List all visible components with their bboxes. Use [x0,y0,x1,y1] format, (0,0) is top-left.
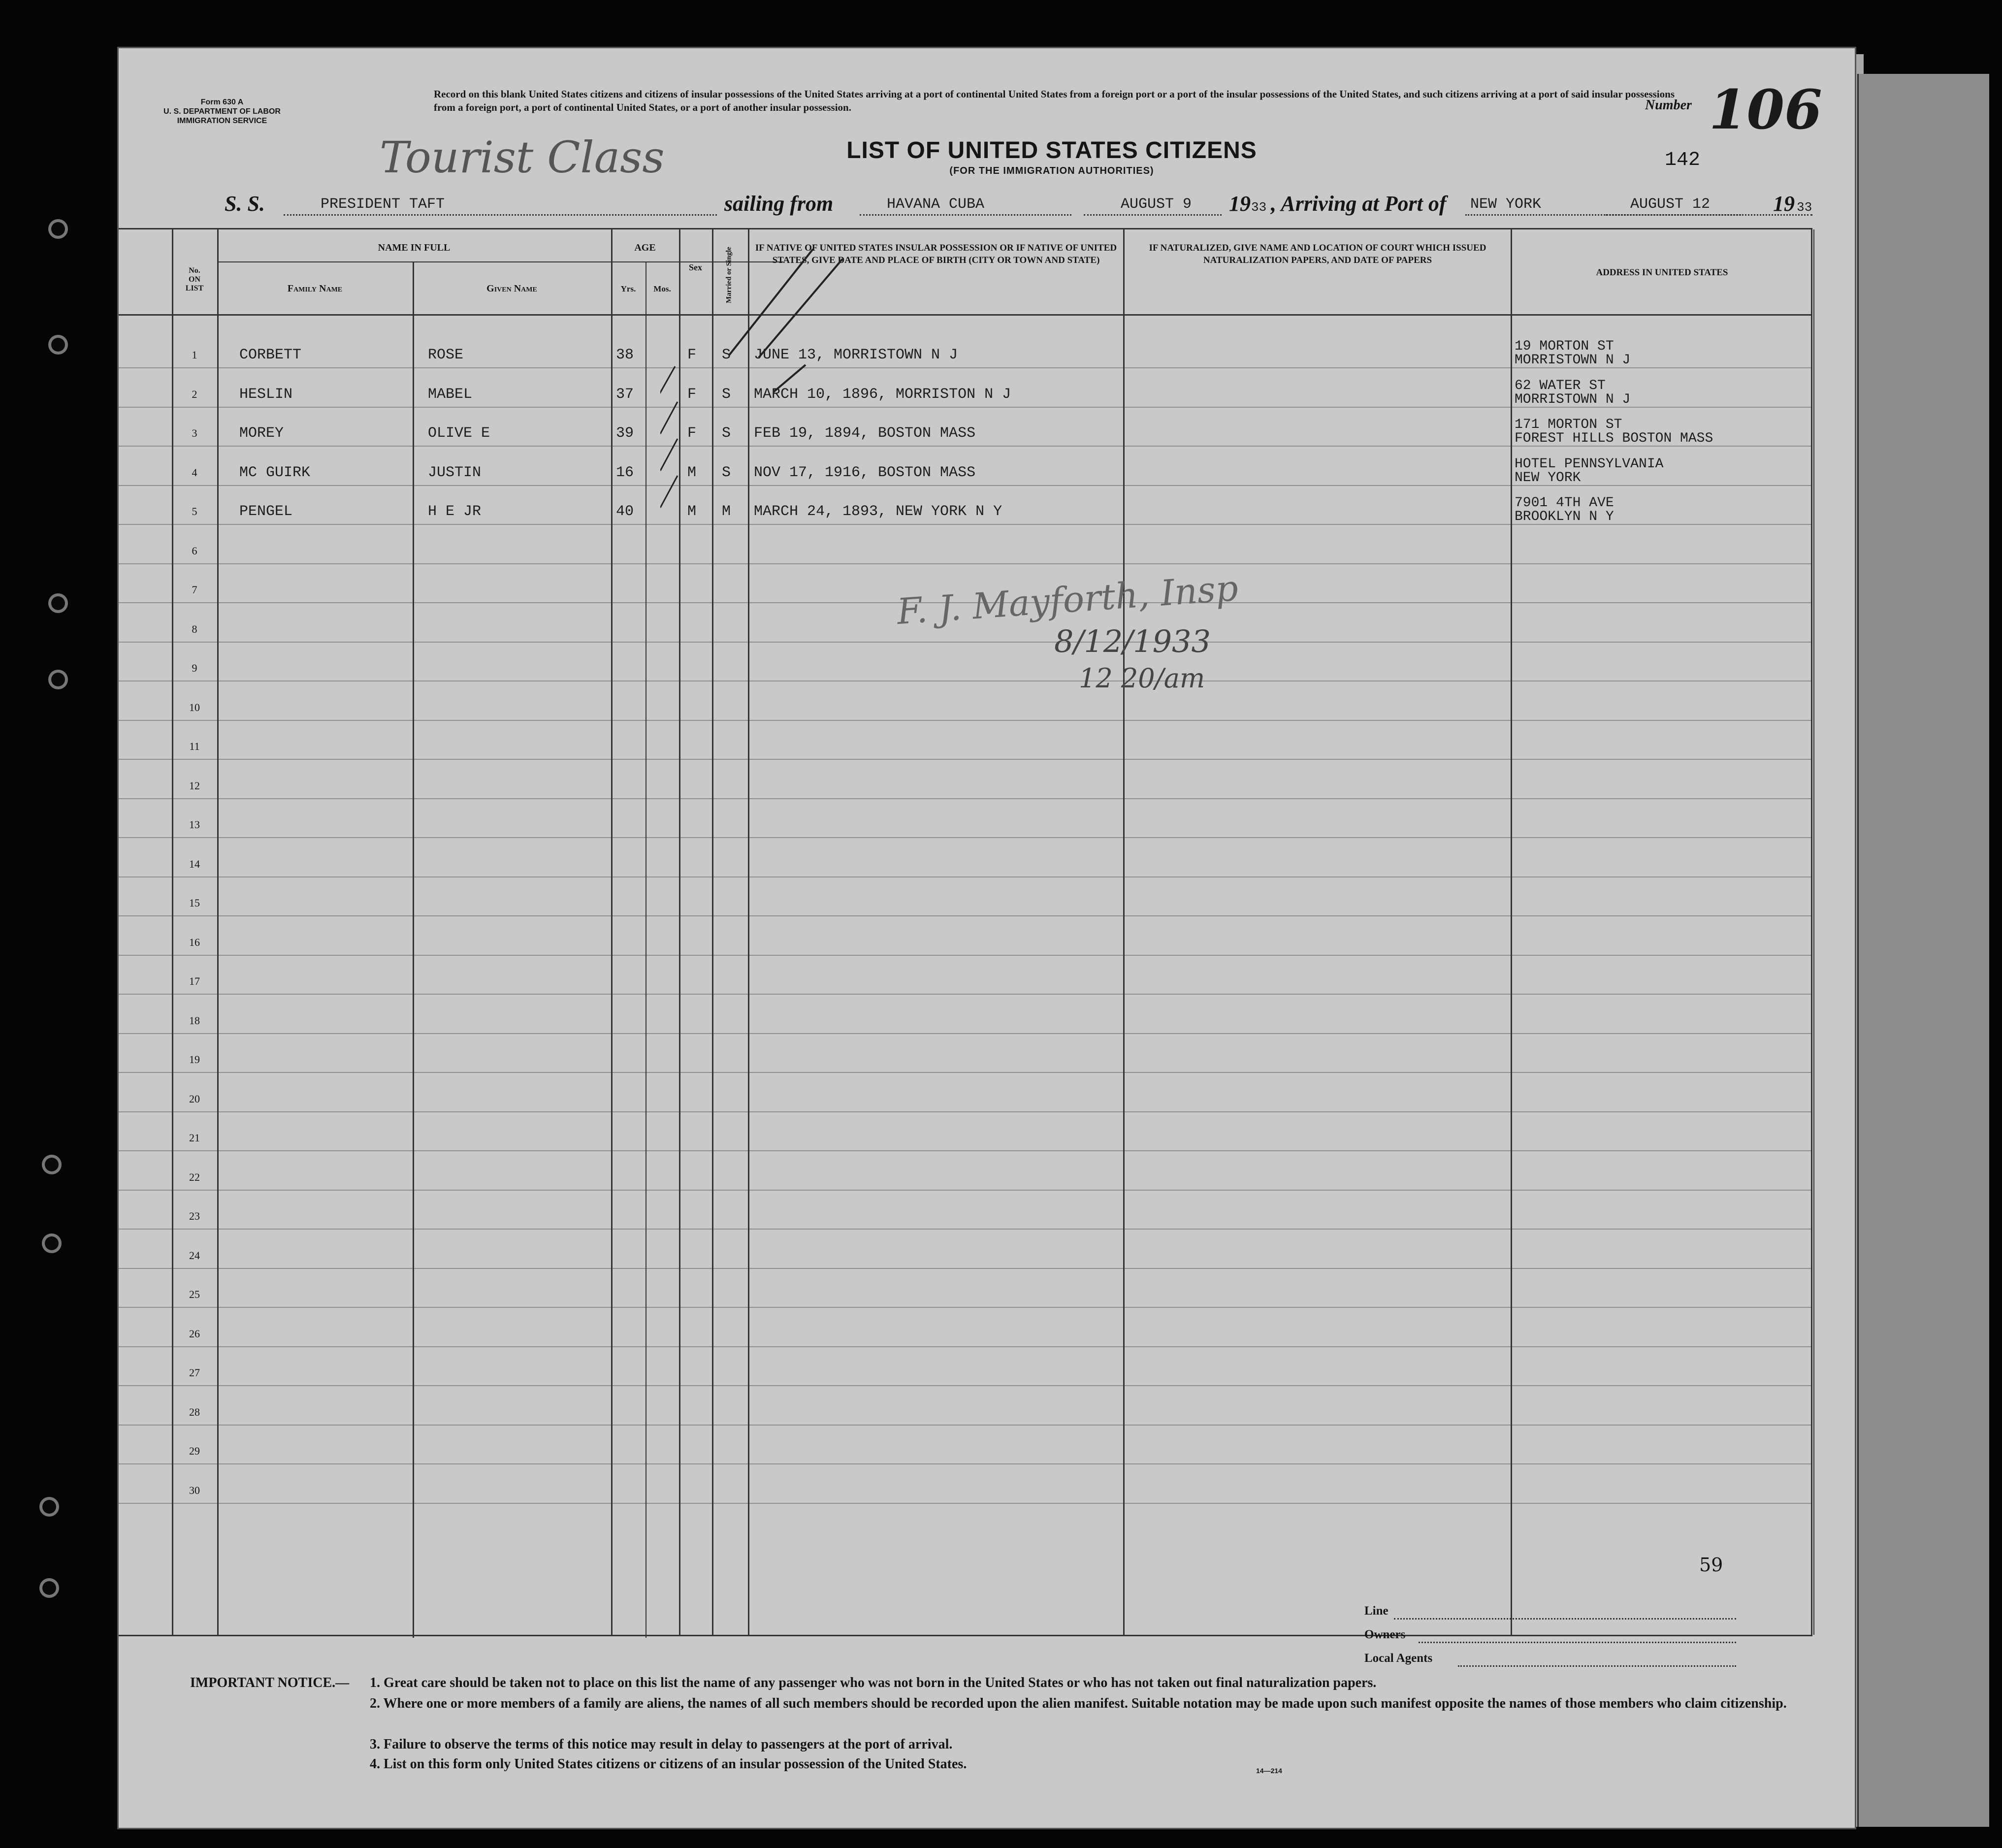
row-rule [119,1425,1811,1426]
row-rule [119,837,1811,838]
owners-label: Owners [1364,1628,1406,1641]
row-rule [119,876,1811,877]
notice-item-3: 3. Failure to observe the terms of this notice may result in delay to passengers at the port of arrival. [370,1737,953,1752]
binder-hole [48,335,68,355]
row-number: 8 [192,622,197,635]
address-line-1: HOTEL PENNSYLVANIA [1515,456,1664,472]
col-naturalized: IF NATURALIZED, GIVE NAME AND LOCATION OF COURT WHICH ISSUED NATURALIZATION PAPERS, AND DATE OF PAPERS [1149,243,1486,265]
address-line-1: 7901 4TH AVE [1515,495,1614,511]
row-rule [119,720,1811,721]
ship-name: PRESIDENT TAFT [321,196,445,213]
local-agents-label: Local Agents [1364,1652,1433,1665]
address-line-1: 171 MORTON ST [1515,417,1622,432]
row-number: 18 [189,1014,200,1027]
ss-label: S. S. [225,192,265,216]
row-number: 15 [189,897,200,909]
row-number: 21 [189,1132,200,1144]
form-number: Form 630 A U. S. DEPARTMENT OF LABOR IMMIGRATION SERVICE [163,98,281,125]
binder-hole [39,1578,59,1598]
sailing-label: sailing from [724,192,834,216]
marital-status-cell: S [722,386,731,403]
row-rule [119,915,1811,916]
given-name-cell: H E JR [428,503,482,520]
col-family-name: Family Name [287,283,343,294]
age-years-cell: 16 [616,464,634,481]
row-rule [119,1307,1811,1308]
underlying-sheet-edge [1857,74,1989,1827]
row-number: 30 [189,1484,200,1496]
family-name-cell: MOREY [239,425,284,442]
row-number: 25 [189,1288,200,1300]
family-name-cell: PENGEL [239,503,293,520]
col-age: AGE [634,242,656,253]
row-number: 23 [189,1210,200,1222]
row-number: 19 [189,1053,200,1066]
print-code: 14—214 [1256,1767,1282,1775]
row-rule [119,563,1811,564]
address-line-2: NEW YORK [1515,470,1581,486]
sex-cell: M [687,464,697,481]
row-rule [119,1385,1811,1386]
row-number: 13 [189,818,200,831]
row-number: 14 [189,857,200,870]
col-name-in-full: NAME IN FULL [378,242,451,253]
row-rule [119,1503,1811,1504]
row-rule [119,1150,1811,1151]
check-marks [660,239,867,515]
row-number: 22 [189,1170,200,1183]
marital-status-cell: S [722,347,731,363]
departure-port: HAVANA CUBA [887,196,985,213]
arrival-port: NEW YORK [1470,196,1542,213]
arriving-label: , Arriving at Port of [1271,192,1447,216]
notice-heading: IMPORTANT NOTICE.— [190,1675,350,1690]
row-rule [119,955,1811,956]
row-number: 2 [192,388,197,400]
row-number: 9 [192,662,197,674]
row-number: 12 [189,779,200,792]
page-subtitle: (FOR THE IMMIGRATION AUTHORITIES) [949,165,1154,176]
number-label: Number [1645,97,1692,113]
row-rule [119,642,1811,643]
sex-cell: F [687,386,697,403]
row-rule [119,1346,1811,1347]
row-rule [119,798,1811,799]
inspection-time: 12 20/am [1079,663,1205,694]
col-married-single: Married or Single [725,247,733,303]
row-number: 7 [192,584,197,596]
marital-status-cell: S [722,425,731,442]
col-given-name: Given Name [486,283,537,294]
departure-date: AUGUST 9 [1121,196,1192,213]
address-line-2: MORRISTOWN N J [1515,353,1631,368]
row-number: 29 [189,1445,200,1457]
binder-hole [48,670,68,689]
page-number: 142 [1665,149,1701,171]
birthplace-cell: FEB 19, 1894, BOSTON MASS [754,425,976,442]
row-number: 26 [189,1327,200,1340]
notice-item-1: 1. Great care should be taken not to place on this list the name of any passenger who was not born in the United States or who has not taken out final naturalization papers. [370,1675,1377,1690]
row-rule [119,994,1811,995]
family-name-cell: HESLIN [239,386,293,403]
age-years-cell: 38 [616,347,634,363]
binder-hole [48,219,68,239]
address-line-2: FOREST HILLS BOSTON MASS [1515,431,1713,446]
col-sex: Sex [689,262,702,272]
row-number: 27 [189,1366,200,1379]
inspection-date: 8/12/1933 [1054,623,1211,659]
family-name-cell: CORBETT [239,347,302,363]
arrival-year: 33 [1797,200,1812,215]
row-number: 1 [192,349,197,361]
manifest-page [117,47,1856,1829]
row-rule [119,1072,1811,1073]
address-line-1: 19 MORTON ST [1515,339,1614,354]
notice-item-4: 4. List on this form only United States citizens or citizens of an insular possession of the United States. [370,1756,967,1772]
family-name-cell: MC GUIRK [239,464,311,481]
stamp-number: 59 [1699,1554,1723,1576]
row-number: 20 [189,1092,200,1105]
col-months: Mos. [653,284,671,293]
binder-hole [39,1497,59,1517]
sex-cell: M [687,503,697,520]
row-number: 6 [192,544,197,557]
sex-cell: F [687,425,697,442]
row-number: 11 [189,740,200,752]
age-years-cell: 40 [616,503,634,520]
address-line-1: 62 WATER ST [1515,378,1606,393]
manifest-number: 106 [1709,78,1822,141]
marital-status-cell: M [722,503,731,520]
row-number: 4 [192,466,197,479]
col-birth: IF NATIVE OF UNITED STATES INSULAR POSSESSION OR IF NATIVE OF UNITED STATES, GIVE DATE AND PLACE OF BIRTH (CITY OR TOWN AND STATE) [755,243,1117,265]
birthplace-cell: NOV 17, 1916, BOSTON MASS [754,464,976,481]
line-label: Line [1364,1604,1388,1618]
given-name-cell: OLIVE E [428,425,490,442]
row-rule [119,1111,1811,1112]
year-prefix: 19 [1229,192,1251,216]
page-title: LIST OF UNITED STATES CITIZENS [846,137,1257,163]
row-number: 10 [189,701,200,713]
row-rule [119,759,1811,760]
given-name-cell: ROSE [428,347,464,363]
manifest-table [119,228,1812,1636]
arrival-date: AUGUST 12 [1630,196,1711,213]
col-years: Yrs. [620,284,636,293]
address-line-2: MORRISTOWN N J [1515,391,1631,407]
row-number: 28 [189,1405,200,1418]
row-rule [119,1190,1811,1191]
col-address: ADDRESS IN UNITED STATES [1596,267,1728,278]
col-no-on-list: No. ON LIST [185,266,204,292]
birthplace-cell: MARCH 10, 1896, MORRISTON N J [754,386,1011,403]
sex-cell: F [687,347,697,363]
notice-item-2: 2. Where one or more members of a family are aliens, the names of all such members should be recorded upon the alien manifest. Suitable notation may be made upon such manifest opposite the names of those members who claim citizenship. [370,1696,1787,1711]
binder-hole [42,1233,62,1253]
given-name-cell: MABEL [428,386,473,403]
row-rule [119,1229,1811,1230]
row-number: 16 [189,936,200,948]
row-number: 24 [189,1249,200,1262]
address-line-2: BROOKLYN N Y [1515,509,1614,524]
marital-status-cell: S [722,464,731,481]
given-name-cell: JUSTIN [428,464,482,481]
row-number: 17 [189,975,200,987]
row-rule [119,1033,1811,1034]
binder-hole [42,1155,62,1174]
row-rule [119,1463,1811,1464]
inspector-signature: F. J. Mayforth, Insp [895,567,1240,633]
row-rule [119,1268,1811,1269]
birthplace-cell: JUNE 13, MORRISTOWN N J [754,347,958,363]
class-note: Tourist Class [380,132,665,183]
binder-hole [48,593,68,613]
row-number: 5 [192,505,197,518]
age-years-cell: 37 [616,386,634,403]
birthplace-cell: MARCH 24, 1893, NEW YORK N Y [754,503,1002,520]
age-years-cell: 39 [616,425,634,442]
year-prefix-2: 19 [1773,192,1795,216]
row-number: 3 [192,427,197,439]
record-instructions: Record on this blank United States citizens and citizens of insular possessions of the United States arriving at a port of continental United States from a foreign port or a port of the insular possessions of the United States, and such citizens arriving at a port of said insular possessions from a foreign port, a port of continental United States, or a port of another insular possession. [434,88,1675,113]
departure-year: 33 [1251,200,1267,215]
